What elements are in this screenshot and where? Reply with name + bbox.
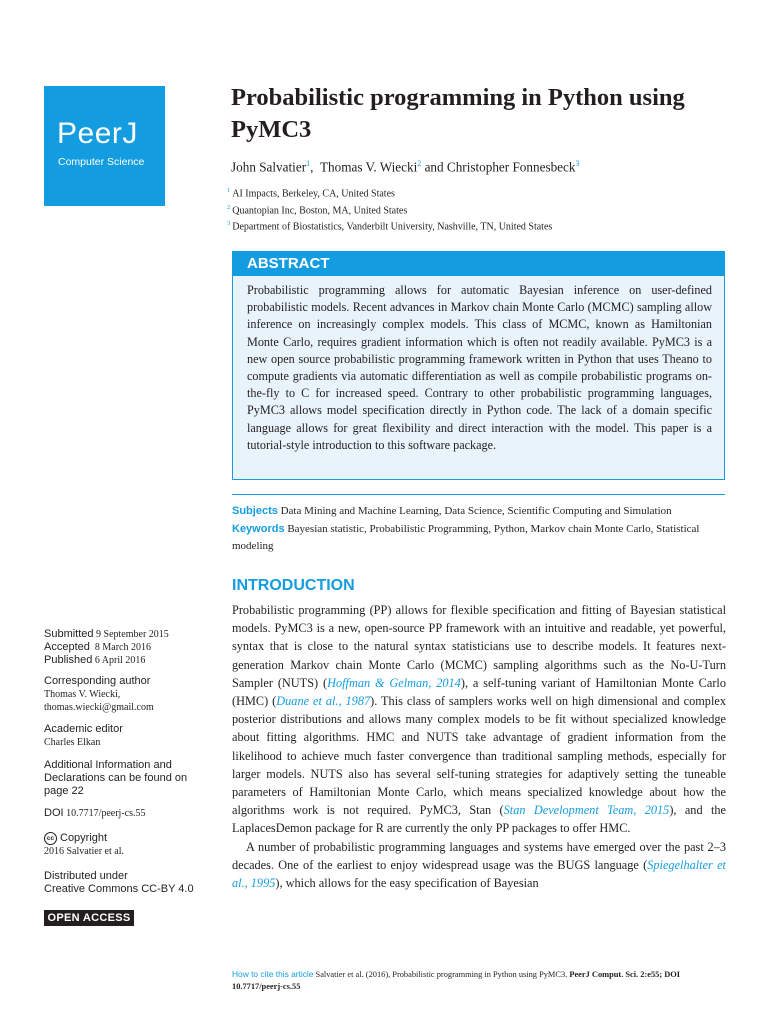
additional-info-text[interactable]: Additional Information and Declarations can be found on page 22 xyxy=(44,759,188,797)
submitted-label: Submitted xyxy=(44,628,94,640)
editor-name: Charles Elkan xyxy=(44,737,101,748)
license-line-1: Distributed under xyxy=(44,870,128,882)
affiliation-mark: 2 xyxy=(227,204,231,211)
author-affil-mark: 3 xyxy=(575,159,580,168)
affiliation xyxy=(227,187,395,199)
additional-information xyxy=(44,759,204,798)
author-separator: , xyxy=(310,159,314,175)
paragraph-text: ). This class of samplers works well on high dimensional and complex posterior distributions and allows many complex models to be fit without specialized knowledge about fitting algorithms. HMC and NUTS take advantage of gradient information from the likelihood to achieve much faster convergence than traditional sampling methods, especially for larger models. NUTS also has several self-tuning strategies for adaptively setting the tuneable parameters of Hamiltonian Monte Carlo, which means specialized knowledge about how the algorithms work is not required. PyMC3, Stan ( xyxy=(232,694,726,818)
affiliation-mark: 1 xyxy=(227,187,231,194)
accepted-label: Accepted xyxy=(44,641,90,653)
cite-label: How to cite this article xyxy=(232,969,314,979)
copyright-block xyxy=(44,832,214,858)
citation-link[interactable]: Duane et al., 1987 xyxy=(276,694,371,709)
corresponding-name: Thomas V. Wiecki, xyxy=(44,689,121,700)
doi-label: DOI xyxy=(44,807,64,819)
logo-subtitle: Computer Science xyxy=(58,156,145,168)
affiliation-text: Department of Biostatistics, Vanderbilt University, Nashville, TN, United States xyxy=(232,221,553,233)
author-separator: and xyxy=(424,159,444,175)
citation-link[interactable]: Spiegelhalter et al., 1995 xyxy=(232,857,726,891)
corresponding-label: Corresponding author xyxy=(44,675,151,687)
cite-text: Salvatier et al. (2016), Probabilistic programming in Python using PyMC3. xyxy=(315,970,568,979)
doi-value[interactable]: 10.7717/peerj-cs.55 xyxy=(66,808,146,819)
submitted-date: 9 September 2015 xyxy=(96,629,169,640)
accepted-line xyxy=(44,641,214,654)
affiliation xyxy=(227,220,552,232)
creative-commons-icon: cc xyxy=(44,832,57,845)
keywords-text: Bayesian statistic, Probabilistic Programming, Python, Markov chain Monte Carlo, Statistical modeling xyxy=(232,523,700,552)
open-access-badge: OPEN ACCESS xyxy=(44,910,134,926)
citation-link[interactable]: Stan Development Team, 2015 xyxy=(503,803,670,818)
author-name: Christopher Fonnesbeck xyxy=(446,159,576,175)
divider xyxy=(232,494,725,495)
subjects-label: Subjects xyxy=(232,505,278,517)
paragraph xyxy=(232,601,726,838)
license-block xyxy=(44,870,214,896)
accepted-date: 8 March 2016 xyxy=(94,642,151,653)
paragraph-text: ), a self-tuning variant of Hamiltonian Monte Carlo (HMC) ( xyxy=(232,675,726,709)
paragraph-text: Probabilistic programming (PP) allows for flexible specification and fitting of Bayesian statistical models. PyMC3 is a new, open-source PP framework with an intuitive and readable, yet powerful, syntax that is close to the natural syntax statisticians use to describe models. It features next-generation Markov chain Monte Carlo (MCMC) sampling algorithms such as the No-U-Turn Sampler (NUTS) ( xyxy=(232,603,726,690)
paper-title: Probabilistic programming in Python using PyMC3 xyxy=(231,84,685,143)
affiliation-text: AI Impacts, Berkeley, CA, United States xyxy=(232,188,395,200)
author-name: Thomas V. Wiecki xyxy=(319,159,418,175)
abstract-box xyxy=(232,251,725,480)
abstract-heading: ABSTRACT xyxy=(233,252,724,276)
cite-journal: PeerJ Comput. Sci. 2:e55; DOI 10.7717/peerj-cs.55 xyxy=(232,970,681,991)
author-list xyxy=(231,159,579,175)
copyright-holder: 2016 Salvatier et al. xyxy=(44,846,124,858)
subjects-line xyxy=(232,503,727,520)
section-heading-introduction: INTRODUCTION xyxy=(232,577,355,594)
paragraph-text: ), which allows for the easy specification of Bayesian xyxy=(275,876,539,891)
affiliation xyxy=(227,204,407,216)
author-name: John Salvatier xyxy=(231,159,307,175)
paragraph xyxy=(232,838,726,893)
citation-footer xyxy=(232,968,726,993)
introduction-body xyxy=(232,601,726,892)
keywords-label: Keywords xyxy=(232,523,285,535)
abstract-text: Probabilistic programming allows for automatic Bayesian inference on user-defined probabilistic models. Recent advances in Markov chain Monte Carlo (MCMC) sampling allow inference on increasingly complex models. This class of MCMC, known as Hamiltonian Monte Carlo, requires gradient information which is often not readily available. PyMC3 is a new open source probabilistic programming framework written in Python that uses Theano to compute gradients via automatic differentiation as well as compile probabilistic programs on-the-fly to C for increased speed. Contrary to other probabilistic programming languages, PyMC3 allows model specification directly in Python code. The lack of a domain specific language allows for great flexibility and direct interaction with the model. This paper is a tutorial-style introduction to this software package. xyxy=(247,283,712,452)
academic-editor xyxy=(44,723,214,749)
peerj-logo xyxy=(44,86,165,206)
editor-label: Academic editor xyxy=(44,723,123,735)
citation-link[interactable]: Hoffman & Gelman, 2014 xyxy=(327,675,461,690)
doi-line xyxy=(44,807,214,820)
author-affil-mark: 2 xyxy=(417,159,422,168)
subjects-text: Data Mining and Machine Learning, Data Science, Scientific Computing and Simulation xyxy=(280,505,672,517)
published-line xyxy=(44,654,214,667)
logo-name: PeerJ xyxy=(57,117,138,150)
published-label: Published xyxy=(44,654,93,666)
affiliation-mark: 3 xyxy=(227,220,231,227)
paragraph-text: ), and the LaplacesDemon package for R are currently the only PP packages to offer HMC. xyxy=(232,803,726,836)
author-affil-mark: 1 xyxy=(306,159,311,168)
license-line-2[interactable]: Creative Commons CC-BY 4.0 xyxy=(44,883,194,895)
copyright-label: Copyright xyxy=(60,832,108,844)
corresponding-email[interactable]: thomas.wiecki@gmail.com xyxy=(44,702,154,713)
published-date: 6 April 2016 xyxy=(94,655,146,666)
affiliation-text: Quantopian Inc, Boston, MA, United States xyxy=(232,205,408,217)
corresponding-author xyxy=(44,675,214,714)
paragraph-text: A number of probabilistic programming languages and systems have emerged over the past 2–3 decades. One of the earliest to enjoy widespread usage was the BUGS language ( xyxy=(232,839,726,872)
keywords-line xyxy=(232,521,727,555)
submitted-line xyxy=(44,628,214,641)
